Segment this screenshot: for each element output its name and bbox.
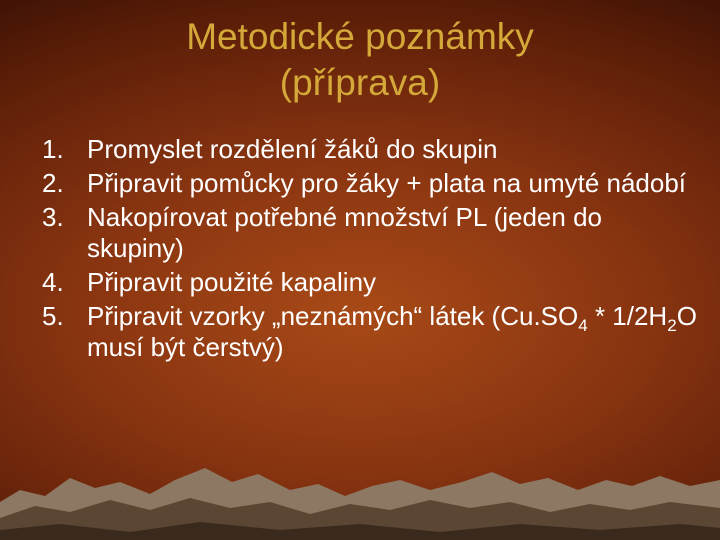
list-item-number: 4.	[42, 267, 64, 297]
list-item-number: 3.	[42, 202, 64, 232]
list-item	[40, 202, 700, 264]
list-item	[40, 168, 700, 199]
title-line-1: Metodické poznámky	[186, 16, 534, 57]
list-item-text: Promyslet rozdělení žáků do skupin	[87, 134, 498, 164]
title-line-2: (příprava)	[279, 62, 441, 103]
list-item-text: Připravit pomůcky pro žáky + plata na umyté nádobí	[87, 168, 687, 198]
text-segment: Připravit vzorky „neznámých“ látek (Cu.SO	[87, 301, 579, 331]
list-item-number: 5.	[42, 301, 64, 331]
list-item-number: 1.	[42, 134, 64, 164]
text-segment: * 1/2H	[587, 301, 668, 331]
mountain-range-decoration	[0, 460, 720, 540]
text-segment: O musí být čerstvý)	[87, 301, 697, 362]
list-item-text: Nakopírovat potřebné množství PL (jeden do skupiny)	[87, 202, 602, 263]
list-item	[40, 267, 700, 298]
list-item-text: Připravit použité kapaliny	[87, 267, 377, 297]
list-item	[40, 134, 700, 165]
subscript: 4	[578, 316, 588, 335]
list-item	[40, 301, 700, 363]
preparation-list	[40, 134, 700, 366]
list-item-number: 2.	[42, 168, 64, 198]
list-item-text	[87, 301, 697, 362]
subscript: 2	[667, 316, 677, 335]
slide-title	[0, 14, 720, 106]
